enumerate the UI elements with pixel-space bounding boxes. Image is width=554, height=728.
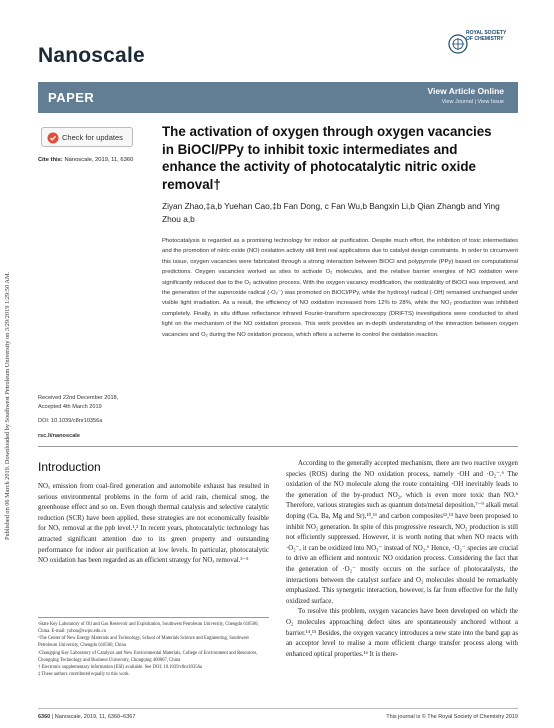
check-for-updates-button[interactable] (41, 127, 133, 147)
doi[interactable]: DOI: 10.1039/c8nr10356a (38, 418, 103, 425)
page-number: 6360 (38, 714, 51, 720)
footnote-affiliation-b: ᵇThe Center of New Energy Materials and Technology, School of Materials Science and Engineering, Southwest Petroleum University, Chengdu 610500, China (38, 636, 249, 649)
rsc-logo-text: ROYAL SOCIETY OF CHEMISTRY (466, 30, 507, 42)
journal-name: Nanoscale (38, 44, 145, 67)
footnote-esi: † Electronic supplementary information (ESI) available. See DOI: 10.1039/c8nr10356a (38, 664, 203, 670)
view-journal-issue-links[interactable]: View Journal | View Issue (441, 99, 504, 105)
view-article-online-link[interactable]: View Article Online (427, 86, 504, 96)
author-names: Ziyan Zhao,‡a,b Yuehan Cao,‡b Fan Dong, c Fan Wu,b Bangxin Li,b Qian Zhangb and Ying Zhou a,b (162, 201, 500, 224)
introduction-heading: Introduction (38, 460, 101, 474)
footer-divider (38, 708, 518, 709)
footnote-equal-contribution: ‡ These authors contributed equally to this work. (38, 672, 130, 678)
cite-label: Cite this: (38, 157, 63, 163)
footnote-affiliation-a: ᵃState Key Laboratory of Oil and Gas Reservoir and Exploitation, Southwest Petroleum University, Chengdu 610500, China. E-mail: yzhou@swpu.edu.cn (38, 622, 259, 634)
journal-url[interactable]: rsc.li/nanoscale (38, 432, 80, 439)
footnotes (38, 622, 269, 680)
intro-paragraph-3: To resolve this problem, oxygen vacancies have been developed on which the O₂ molecules approaching defect sites are spontaneously anchored without a barrier.¹⁴,¹⁵ Besides, the oxygen vacancy introduces a new state into the band gap as an acceptor level to realise a more efficient charge transfer process along with enhanced optical properties.¹⁶ It is there- (286, 608, 518, 658)
intro-paragraph-1: NOₓ emission from coal-fired generation and automobile exhaust has resulted in serious environmental problems in the form of acid rain, chemical smog, the greenhouse effect and so on. Even though thermal catalysis and selective catalytic reduction (SCR) have been applied, these strategies are not economically feasible for NOₓ removal at the ppb level.¹,² In recent years, photocatalytic technology has attracted significant attention due to its green property and outstanding performance for indoor air purification at low levels. In particular, photocatalytic NO oxidation has been regarded as an efficient strategy for NOₓ removal.³⁻⁵ (38, 483, 269, 565)
paper-header-bar (38, 82, 518, 113)
author-list (162, 200, 512, 226)
introduction-left-column (38, 482, 269, 567)
crossmark-icon (47, 132, 59, 144)
accepted-date: Accepted 4th March 2019 (38, 403, 102, 410)
introduction-right-column (286, 459, 518, 660)
intro-paragraph-2: According to the generally accepted mechanism, there are two reactive oxygen species (ROS) during the NO oxidation process, namely ·OH and ·O₂⁻.⁶ The oxidation of the NO molecule along the route containing ·OH inevitably leads to the generation of the by-product NO₂, which is even more toxic than NO.⁶ Therefore, various strategies such as quantum dots/metal deposition,⁷⁻⁹ alkali metal doping (Ca, Ba, Mg and Sr),¹⁰,¹¹ and carbon composites¹²,¹³ have been proposed to inhibit NO₂ generation. In spite of this progressive research, NO₂ production is still not efficiently suppressed. However, it is worth noting that when NO reacts with ·O₂⁻, it can be oxidized into NO₃⁻ instead of NO₂.⁶ Hence, ·O₂⁻ species are crucial to drive an efficient and nontoxic NO oxidation process. Considering the fact that the generation of ·O₂⁻ mostly occurs on the surface of photocatalysts, the interactions between the catalyst surface and O₂ molecules should be remarkably emphasized. This synergetic interaction, however, is far from effective for the fully oxidized surface. (286, 460, 518, 605)
page-footer-left: 6360 | Nanoscale, 2019, 11, 6360–6367 (38, 714, 136, 720)
citation (38, 157, 133, 163)
check-for-updates-label: Check for updates (62, 133, 123, 142)
download-note: Published on 06 March 2019. Downloaded by Southwest Petroleum University on 3/29/2019 1:29:50 AM. (4, 271, 11, 540)
article-dates (38, 394, 118, 440)
footer-citation: Nanoscale, 2019, 11, 6360–6367 (54, 714, 136, 720)
footnote-affiliation-c: ᶜChongqing Key Laboratory of Catalysis and New Environmental Materials, College of Environment and Resources, Chongqing Technology and Business University, Chongqing 400067, China (38, 650, 258, 663)
article-title: The activation of oxygen through oxygen vacancies in BiOCl/PPy to inhibit toxic intermediates and enhance the activity of photocatalytic nitric oxide removal† (162, 124, 492, 192)
cite-text: Nanoscale, 2019, 11, 6360 (64, 157, 134, 163)
paper-label: PAPER (48, 90, 95, 105)
section-divider (38, 446, 518, 447)
abstract: Photocatalysis is regarded as a promising technology for indoor air purification. Despite much effort, the inhibition of toxic intermediates and the promotion of nitric oxide (NO) oxidation activity still limit real applications due to catalyst design constraints. In order to circumvent this issue, oxygen vacancies were fabricated through a strong interaction between BiOCl and polypyrrole (PPy) based on computational predictions. Oxygen vacancies worked as sites to activate O₂ molecules, and the relative barrier energies of NO oxidation were significantly reduced due to the O₂ activation process. With the oxygen vacancy modification, the oxidizability of BiOCl was improved, and the generation of the superoxide radical (·O₂⁻) was promoted on BiOCl/PPy, while the hydroxyl radical (·OH) remained unchanged under visible light irradiation. As a result, the efficiency of NO oxidation increased from 12% to 28%, while the NO₂ production was inhibited completely. Finally, in situ diffuse reflectance infrared Fourier-transform spectroscopy (DRIFTS) investigations were conducted to shed light on the mechanism of the NO oxidation process. This work provides an in-depth understanding of the interaction between oxygen vacancies and O₂ during the NO oxidation process, which offers a scheme to control the oxidation reaction. (162, 238, 518, 338)
footnote-divider (38, 617, 269, 618)
received-date: Received 22nd December 2018, (38, 395, 119, 401)
page-footer-right: This journal is © The Royal Society of Chemistry 2019 (386, 714, 518, 720)
